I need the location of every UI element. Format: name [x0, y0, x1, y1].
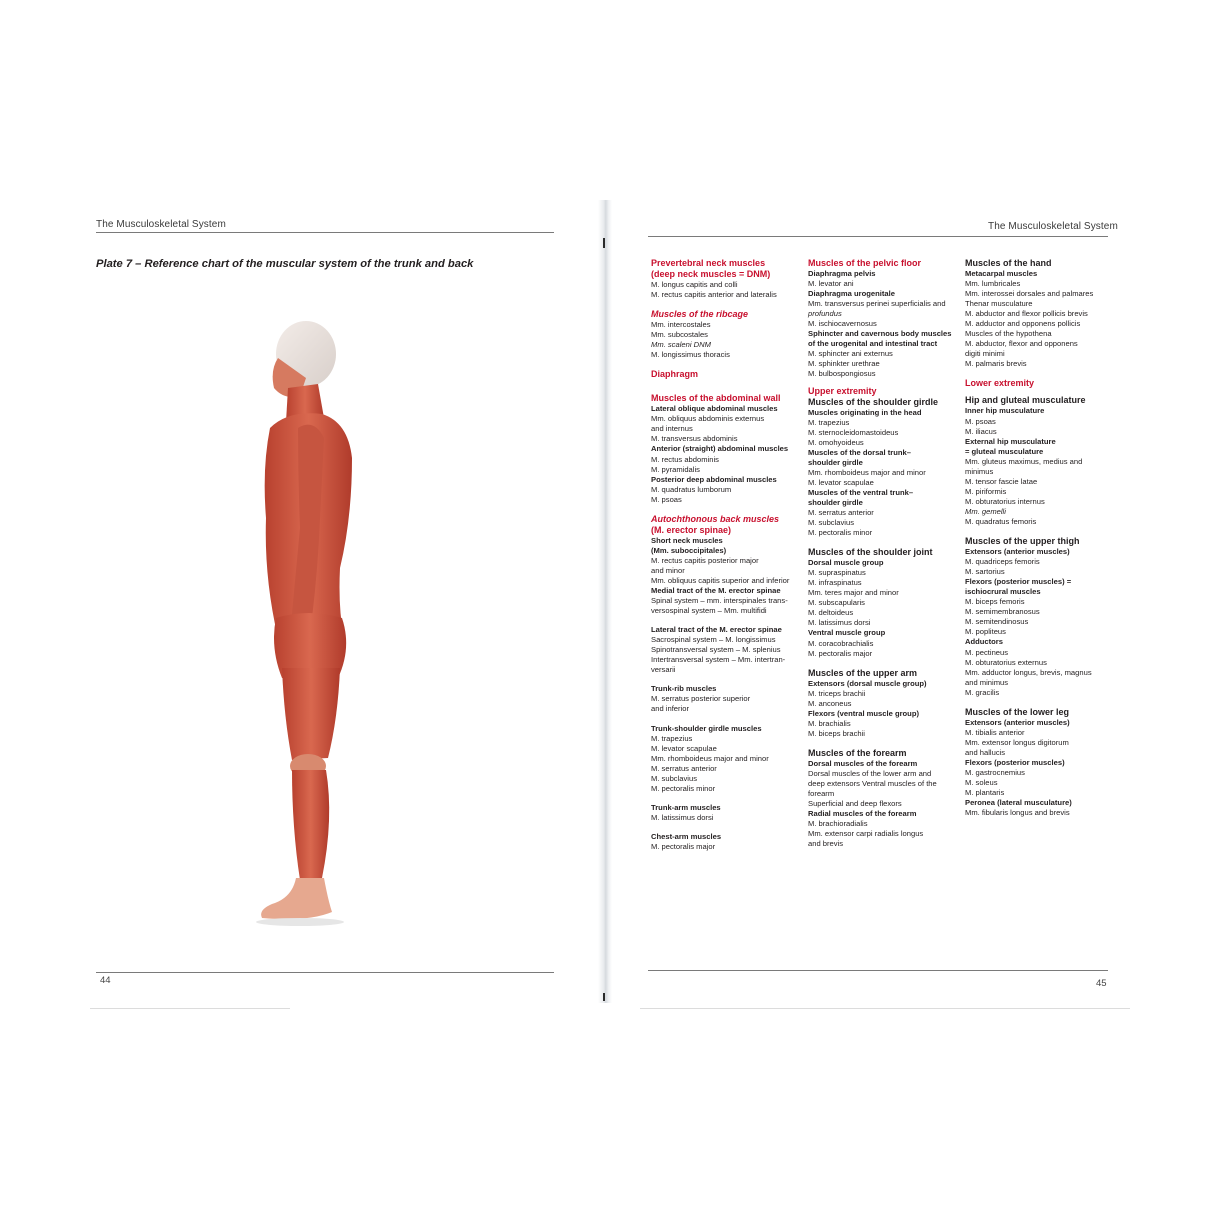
group-label: Trunk-shoulder girdle muscles: [651, 723, 762, 733]
group-label: Muscles of the ventral trunk–: [808, 487, 914, 497]
group-label: Radial muscles of the forearm: [808, 809, 917, 819]
list-item: Intertransversal system – Mm. intertran-: [651, 655, 786, 665]
list-item: M. transversus abdominis: [651, 434, 738, 444]
list-item: M. pectineus: [965, 647, 1009, 657]
list-item: Mm. rhomboideus major and minor: [808, 467, 926, 477]
list-item: Sacrospinal system – M. longissimus: [651, 635, 776, 645]
spacer: [651, 380, 801, 393]
list-item: M. sartorius: [965, 567, 1005, 577]
text-column-3: [965, 258, 1115, 818]
group-label: Muscles originating in the head: [808, 407, 922, 417]
group-label: shoulder girdle: [808, 497, 863, 507]
shadow-shape: [256, 918, 344, 926]
list-item: M. adductor and opponens pollicis: [965, 319, 1081, 329]
list-item: M. soleus: [965, 778, 998, 788]
list-item: M. pectoralis minor: [651, 783, 716, 793]
list-item: M. quadratus femoris: [965, 516, 1037, 526]
list-item: M. obturatorius internus: [965, 496, 1045, 506]
list-item: and hallucis: [965, 747, 1006, 757]
spacer: [808, 659, 960, 668]
list-item: M. levator scapulae: [651, 743, 717, 753]
list-item: Mm. fibularis longus and brevis: [965, 808, 1070, 818]
list-item: versospinal system – Mm. multifidi: [651, 606, 767, 616]
header-rule-left: [96, 232, 554, 233]
list-item: and minimus: [965, 677, 1009, 687]
running-head-left: The Musculoskeletal System: [96, 219, 226, 230]
list-item: M. bulbospongiosus: [808, 369, 876, 379]
subsection-heading: Muscles of the forearm: [808, 747, 907, 758]
list-item: Mm. intercostales: [651, 320, 711, 330]
list-item: M. rectus capitis posterior major: [651, 555, 759, 565]
list-item: M. pectoralis minor: [808, 528, 873, 538]
list-item: Mm. interossei dorsales and palmares: [965, 289, 1094, 299]
list-item: M. semitendinosus: [965, 617, 1029, 627]
running-head-right: The Musculoskeletal System: [988, 221, 1118, 232]
list-item: M. infraspinatus: [808, 578, 862, 588]
footer-rule-right: [648, 970, 1108, 971]
thigh-shape: [282, 668, 340, 760]
list-item: M. subscapularis: [808, 598, 865, 608]
list-item: M. triceps brachii: [808, 688, 866, 698]
group-label: Trunk-arm muscles: [651, 802, 721, 812]
list-item: M. abductor, flexor and opponens: [965, 339, 1078, 349]
spacer: [808, 739, 960, 748]
list-item: M. pyramidalis: [651, 464, 700, 474]
subsection-heading: Muscles of the lower leg: [965, 706, 1070, 717]
list-item: M. biceps brachii: [808, 728, 865, 738]
group-label: Posterior deep abdominal muscles: [651, 474, 777, 484]
spacer: [651, 715, 801, 724]
list-item: digiti minimi: [965, 349, 1005, 359]
group-label: Lateral oblique abdominal muscles: [651, 404, 778, 414]
spacer: [965, 698, 1115, 707]
section-heading: Autochthonous back muscles: [651, 513, 780, 524]
list-item: M. obturatorius externus: [965, 657, 1047, 667]
left-page: [0, 0, 604, 1213]
spacer: [808, 538, 960, 547]
list-item: M. supraspinatus: [808, 568, 866, 578]
list-item: M. serratus posterior superior: [651, 694, 751, 704]
list-item: Mm. scaleni DNM: [651, 340, 711, 350]
list-item: M. gracilis: [965, 687, 1000, 697]
group-label: Short neck muscles: [651, 535, 723, 545]
group-label: Chest-arm muscles: [651, 831, 722, 841]
list-item: forearm: [808, 789, 835, 799]
list-item: Mm. teres major and minor: [808, 588, 899, 598]
list-item: M. latissimus dorsi: [651, 812, 714, 822]
list-item: M. abductor and flexor pollicis brevis: [965, 309, 1088, 319]
list-item: Mm. adductor longus, brevis, magnus: [965, 667, 1092, 677]
list-item: Mm. subcostales: [651, 330, 708, 340]
list-item: Dorsal muscles of the lower arm and: [808, 768, 932, 778]
group-label: Flexors (posterior muscles) =: [965, 577, 1072, 587]
spacer: [651, 675, 801, 684]
list-item: M. deltoideus: [808, 608, 854, 618]
page-number-right: 45: [1096, 978, 1107, 989]
spacer: [651, 823, 801, 832]
list-item: M. gastrocnemius: [965, 767, 1025, 777]
group-label: Trunk-rib muscles: [651, 684, 717, 694]
group-label: (Mm. suboccipitales): [651, 545, 727, 555]
list-item: M. semimembranosus: [965, 607, 1040, 617]
spacer: [651, 616, 801, 625]
plate-title: Plate 7 – Reference chart of the muscular system of the trunk and back: [96, 258, 474, 270]
list-item: M. quadratus lumborum: [651, 484, 732, 494]
section-heading: Muscles of the pelvic floor: [808, 258, 922, 268]
list-item: M. subclavius: [808, 518, 855, 528]
list-item: Spinotransversal system – M. splenius: [651, 645, 781, 655]
subsection-heading: Muscles of the hand: [965, 258, 1052, 268]
list-item: Superficial and deep flexors: [808, 799, 902, 809]
group-label: ischiocrural muscles: [965, 587, 1041, 597]
subsection-heading: Muscles of the shoulder girdle: [808, 396, 939, 407]
list-item: M. coracobrachialis: [808, 638, 874, 648]
list-item: Mm. rhomboideus major and minor: [651, 753, 769, 763]
list-item: Mm. lumbricales: [965, 279, 1021, 289]
subsection-heading: Hip and gluteal musculature: [965, 395, 1086, 406]
list-item: M. psoas: [651, 494, 682, 504]
group-label: Muscles of the dorsal trunk–: [808, 447, 911, 457]
list-item: M. iliacus: [965, 426, 997, 436]
group-label: Dorsal muscle group: [808, 558, 884, 568]
group-label: Inner hip musculature: [965, 406, 1045, 416]
list-item: Muscles of the hypothena: [965, 329, 1052, 339]
list-item: versarii: [651, 665, 676, 675]
section-heading: (deep neck muscles = DNM): [651, 269, 771, 279]
spacer: [965, 369, 1115, 378]
group-label: Lateral tract of the M. erector spinae: [651, 625, 782, 635]
list-item: M. subclavius: [651, 773, 698, 783]
list-item: M. trapezius: [808, 417, 850, 427]
group-label: Adductors: [965, 637, 1003, 647]
section-heading: Prevertebral neck muscles: [651, 258, 766, 268]
list-item: M. rectus abdominis: [651, 454, 719, 464]
section-heading: (M. erector spinae): [651, 524, 732, 535]
list-item: M. popliteus: [965, 627, 1006, 637]
group-label: Anterior (straight) abdominal muscles: [651, 444, 789, 454]
list-item: M. sphincter ani externus: [808, 349, 893, 359]
list-item: M. omohyoideus: [808, 437, 864, 447]
text-column-1: [651, 258, 801, 852]
group-label: Metacarpal muscles: [965, 269, 1038, 278]
group-label: Dorsal muscles of the forearm: [808, 758, 918, 768]
list-item: M. piriformis: [965, 486, 1007, 496]
list-item: Mm. gluteus maximus, medius and: [965, 456, 1083, 466]
calf-shape: [292, 770, 329, 880]
list-item: M. tibialis anterior: [965, 727, 1025, 737]
list-item: M. biceps femoris: [965, 597, 1025, 607]
group-label: Medial tract of the M. erector spinae: [651, 585, 781, 595]
section-heading: Muscles of the abdominal wall: [651, 393, 781, 404]
header-rule-right: [648, 236, 1108, 237]
list-item: and internus: [651, 424, 693, 434]
subsection-heading: Muscles of the upper thigh: [965, 536, 1080, 547]
list-item: M. trapezius: [651, 733, 693, 743]
list-item: M. palmaris brevis: [965, 359, 1027, 369]
group-label: Peronea (lateral musculature): [965, 798, 1072, 808]
list-item: M. levator scapulae: [808, 477, 874, 487]
list-item: and inferior: [651, 704, 689, 714]
page-edge-line: [640, 1008, 1130, 1009]
list-item: M. rectus capitis anterior and lateralis: [651, 290, 777, 300]
list-item: M. quadriceps femoris: [965, 557, 1040, 567]
list-item: M. pectoralis major: [651, 841, 716, 851]
group-label: = gluteal musculature: [965, 446, 1044, 456]
group-label: shoulder girdle: [808, 457, 863, 467]
list-item: M. pectoralis major: [808, 648, 873, 658]
spacer: [651, 360, 801, 369]
footer-rule-left: [96, 972, 554, 973]
spacer: [965, 527, 1115, 536]
list-item: M. tensor fascie latae: [965, 476, 1038, 486]
page-edge-line: [90, 1008, 290, 1009]
list-item: Thenar musculature: [965, 299, 1033, 309]
group-label: Flexors (posterior muscles): [965, 757, 1065, 767]
list-item: deep extensors Ventral muscles of the: [808, 778, 937, 788]
spacer: [651, 300, 801, 309]
list-item: M. brachialis: [808, 718, 851, 728]
list-item: M. serratus anterior: [651, 763, 717, 773]
list-item: M. longus capitis and colli: [651, 280, 738, 289]
section-heading: Upper extremity: [808, 385, 877, 396]
list-item: and brevis: [808, 839, 844, 849]
list-item: Mm. transversus perinei superficialis and: [808, 299, 946, 309]
list-item: Mm. extensor longus digitorum: [965, 737, 1069, 747]
list-item: and minor: [651, 565, 685, 575]
list-item: M. latissimus dorsi: [808, 618, 871, 628]
list-item: Mm. extensor carpi radialis longus: [808, 829, 924, 839]
group-label: of the urogenital and intestinal tract: [808, 339, 938, 349]
list-item: M. ischiocavernosus: [808, 319, 877, 329]
list-item: M. sternocleidomastoideus: [808, 427, 899, 437]
group-label: Extensors (dorsal muscle group): [808, 678, 927, 688]
list-item: Mm. obliquus capitis superior and inferior: [651, 575, 790, 585]
list-item: profundus: [808, 309, 842, 319]
group-label: Diaphragma pelvis: [808, 269, 876, 278]
list-item: M. longissimus thoracis: [651, 350, 730, 360]
list-item: M. sphinkter urethrae: [808, 359, 880, 369]
group-label: Extensors (anterior muscles): [965, 717, 1070, 727]
list-item: M. levator ani: [808, 279, 854, 289]
list-item: M. brachioradialis: [808, 819, 868, 829]
section-heading: Lower extremity: [965, 378, 1035, 389]
group-label: External hip musculature: [965, 436, 1056, 446]
group-label: Diaphragma urogenitale: [808, 289, 895, 299]
page-number-left: 44: [100, 975, 111, 986]
section-heading: Diaphragm: [651, 369, 699, 380]
list-item: Mm. obliquus abdominis externus: [651, 414, 765, 424]
list-item: minimus: [965, 466, 994, 476]
group-label: Extensors (anterior muscles): [965, 547, 1070, 557]
list-item: Mm. gemelli: [965, 506, 1006, 516]
muscle-figure-illustration: [248, 318, 368, 930]
section-heading: Muscles of the ribcage: [651, 309, 749, 320]
foot-shape: [261, 878, 332, 919]
list-item: M. psoas: [965, 416, 996, 426]
group-label: Sphincter and cavernous body muscles: [808, 329, 952, 339]
list-item: M. serratus anterior: [808, 507, 874, 517]
list-item: Spinal system – mm. interspinales trans-: [651, 596, 788, 606]
spacer: [651, 505, 801, 514]
group-label: Flexors (ventral muscle group): [808, 708, 919, 718]
subsection-heading: Muscles of the upper arm: [808, 667, 918, 678]
subsection-heading: Muscles of the shoulder joint: [808, 547, 933, 558]
group-label: Ventral muscle group: [808, 628, 886, 638]
text-column-2: [808, 258, 960, 849]
list-item: M. plantaris: [965, 788, 1005, 798]
list-item: M. anconeus: [808, 698, 852, 708]
spacer: [651, 794, 801, 803]
